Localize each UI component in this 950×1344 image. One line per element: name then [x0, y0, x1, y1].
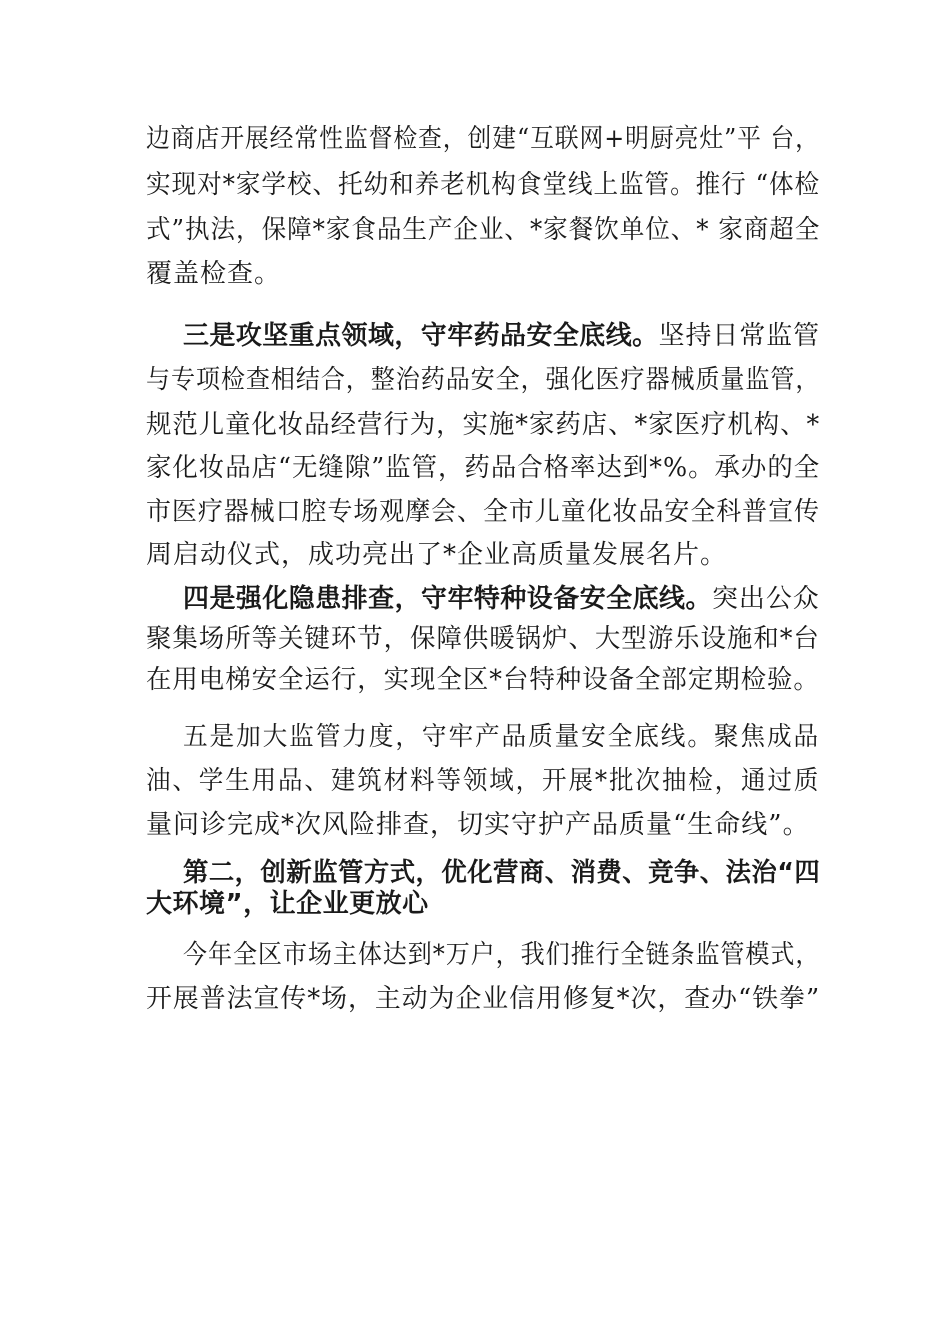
paragraph-line: 周启动仪式，成功亮出了*企业高质量发展名片。 — [146, 540, 728, 570]
paragraph-first-line — [183, 321, 820, 351]
paragraph-line: 今年全区市场主体达到*万户，我们推行全链条监管模式， — [183, 940, 821, 970]
paragraph-line: 覆盖检查。 — [146, 259, 282, 289]
paragraph-text: 突出公众 — [711, 584, 820, 614]
paragraph-line: 家化妆品店“无缝隙”监管，药品合格率达到*%。承办的全 — [146, 453, 821, 483]
paragraph-line: 实现对*家学校、托幼和养老机构食堂线上监管。推行 “体检 — [146, 170, 821, 200]
paragraph-line: 边商店开展经常性监督检查，创建“互联网+明厨亮灶”平 台， — [146, 124, 820, 154]
paragraph-line: 五是加大监管力度，守牢产品质量安全底线。聚焦成品 — [183, 722, 821, 752]
paragraph-line: 聚集场所等关键环节，保障供暖锅炉、大型游乐设施和*台 — [146, 624, 820, 654]
paragraph-line: 式”执法，保障*家食品生产企业、*家餐饮单位、* 家商超全 — [146, 215, 821, 245]
paragraph-first-line — [183, 584, 820, 614]
paragraph-heading: 三是攻坚重点领域，守牢药品安全底线。 — [183, 321, 659, 351]
paragraph-line: 在用电梯安全运行，实现全区*台特种设备全部定期检验。 — [146, 665, 820, 695]
paragraph-line: 量问诊完成*次风险排查，切实守护产品质量“生命线”。 — [146, 810, 810, 840]
paragraph-line: 规范儿童化妆品经营行为，实施*家药店、*家医疗机构、* — [146, 410, 821, 440]
paragraph-line: 开展普法宣传*场，主动为企业信用修复*次，查办“铁拳” — [146, 984, 821, 1014]
paragraph-line: 市医疗器械口腔专场观摩会、全市儿童化妆品安全科普宣传 — [146, 497, 820, 527]
section-heading: 大环境”，让企业更放心 — [146, 889, 429, 919]
paragraph-heading: 四是强化隐患排查，守牢特种设备安全底线。 — [183, 584, 712, 614]
paragraph-line: 油、学生用品、建筑材料等领域，开展*批次抽检，通过质 — [146, 766, 821, 796]
paragraph-text: 坚持日常监管 — [658, 321, 821, 351]
paragraph-line: 与专项检查相结合，整治药品安全，强化医疗器械质量监管， — [146, 365, 821, 395]
section-heading: 第二，创新监管方式，优化营商、消费、竞争、法治“四 — [183, 858, 821, 888]
